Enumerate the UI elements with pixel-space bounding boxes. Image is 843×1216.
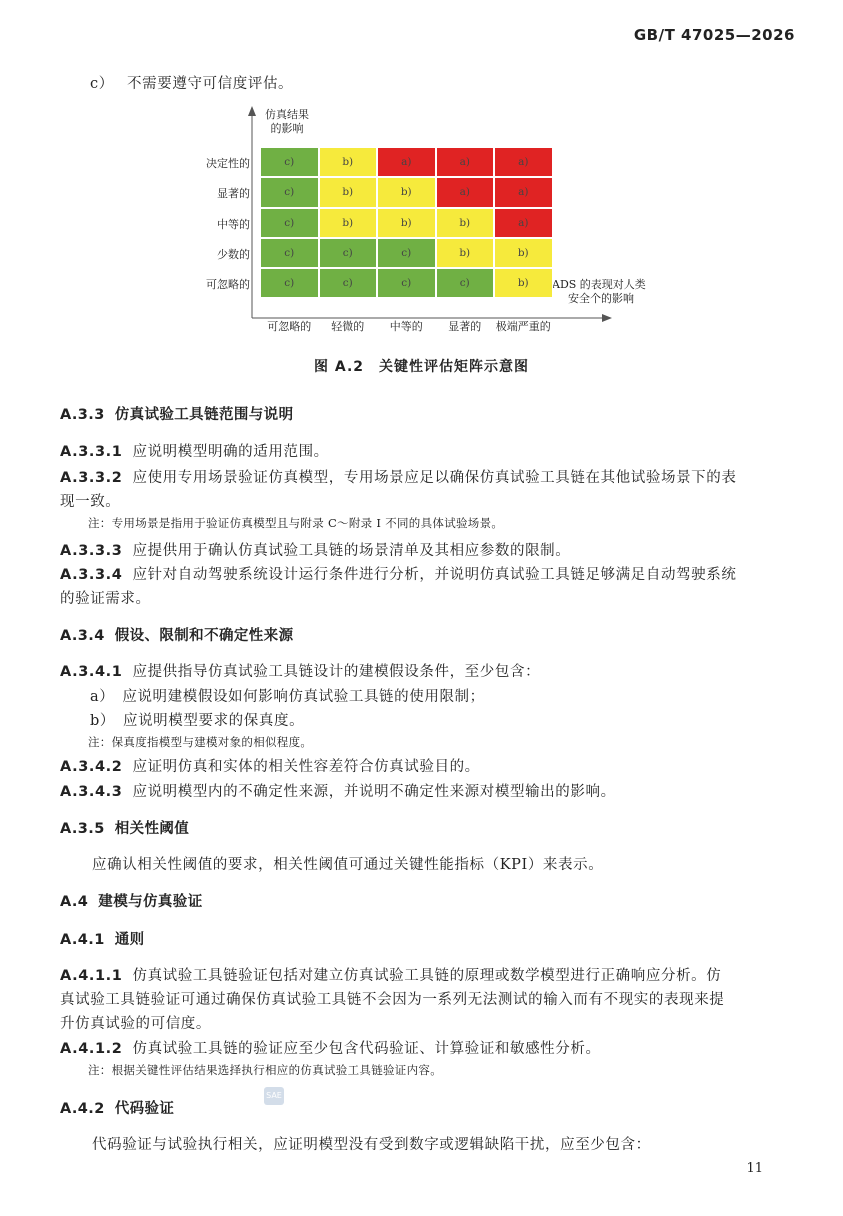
matrix-cell: b) <box>377 177 436 207</box>
matrix-cell: b) <box>319 177 378 207</box>
clause-a3341: A.3.4.1 应提供指导仿真试验工具链设计的建模假设条件，至少包含： <box>60 664 541 680</box>
column-label: 极端严重的 <box>495 320 551 333</box>
matrix-cell: c) <box>377 238 436 268</box>
clause-a3343: A.3.4.3 应说明模型内的不确定性来源，并说明不确定性来源对模型输出的影响。 <box>60 784 616 800</box>
clause-a3333: A.3.3.3 应提供用于确认仿真试验工具链的场景清单及其相应参数的限制。 <box>60 543 571 559</box>
section-a42-heading: A.4.2 代码验证 <box>60 1101 175 1117</box>
clause-a411: A.4.1.1 仿真试验工具链验证包括对建立仿真试验工具链的原理或数学模型进行正确响应分析。仿 <box>60 968 722 984</box>
column-label: 中等的 <box>389 320 423 333</box>
list-text: 不需要遵守可信度评估。 <box>127 76 294 92</box>
y-axis-title <box>265 108 309 136</box>
matrix-cell: b) <box>436 238 495 268</box>
section-a33-heading: A.3.3 仿真试验工具链范围与说明 <box>60 407 294 423</box>
matrix-cell: b) <box>436 208 495 238</box>
x-axis-title-line: 安全个的影响 <box>568 292 634 305</box>
matrix-cell: a) <box>436 177 495 207</box>
matrix-cell: a) <box>494 147 553 177</box>
column-label: 显著的 <box>448 320 482 333</box>
watermark-logo: SAE <box>264 1087 284 1105</box>
matrix-cell: c) <box>377 268 436 298</box>
matrix-cell: a) <box>494 208 553 238</box>
figure-caption: 图 A.2 关键性评估矩阵示意图 <box>313 359 530 375</box>
matrix-cell: c) <box>260 238 319 268</box>
matrix-cell: c) <box>319 238 378 268</box>
note: 注：根据关键性评估结果选择执行相应的仿真试验工具链验证内容。 <box>88 1063 442 1077</box>
y-axis-title-line: 的影响 <box>270 122 304 135</box>
matrix-cell: a) <box>494 177 553 207</box>
matrix-cell: a) <box>436 147 495 177</box>
clause-a3334: A.3.3.4 应针对自动驾驶系统设计运行条件进行分析，并说明仿真试验工具链足够满足自动驾驶系统 <box>60 567 737 583</box>
matrix-cell: b) <box>319 147 378 177</box>
list-item-a: a） 应说明建模假设如何影响仿真试验工具链的使用限制； <box>90 689 485 705</box>
paragraph-a335: 应确认相关性阈值的要求，相关性阈值可通过关键性能指标（KPI）来表示。 <box>92 857 604 873</box>
matrix-cell: a) <box>377 147 436 177</box>
paragraph-a42: 代码验证与试验执行相关，应证明模型没有受到数字或逻辑缺陷干扰，应至少包含： <box>92 1137 651 1153</box>
column-label: 可忽略的 <box>267 320 312 333</box>
criticality-matrix-figure <box>0 0 843 350</box>
matrix-cell: c) <box>260 177 319 207</box>
column-label: 轻微的 <box>331 320 365 333</box>
x-axis-arrow <box>602 314 612 322</box>
standard-number: GB/T 47025—2026 <box>633 26 795 44</box>
clause-a411-cont: 真试验工具链验证可通过确保仿真试验工具链不会因为一系列无法测试的输入而有不现实的表现来提 <box>60 992 725 1008</box>
row-label: 决定性的 <box>206 157 250 170</box>
clause-a3332-cont: 现一致。 <box>60 494 121 510</box>
matrix-cell: b) <box>494 268 553 298</box>
note: 注：保真度指模型与建模对象的相似程度。 <box>88 735 313 749</box>
list-marker: c） <box>90 76 114 92</box>
matrix-cell: b) <box>377 208 436 238</box>
row-label: 中等的 <box>217 217 250 231</box>
note: 注：专用场景是指用于验证仿真模型且与附录 C～附录 I 不同的具体试验场景。 <box>88 516 504 530</box>
matrix-cell: b) <box>494 238 553 268</box>
matrix-cell: c) <box>260 268 319 298</box>
matrix-cell: b) <box>319 208 378 238</box>
list-item-b: b） 应说明模型要求的保真度。 <box>90 713 305 729</box>
clause-a3332: A.3.3.2 应使用专用场景验证仿真模型，专用场景应足以确保仿真试验工具链在其他试验场景下的表 <box>60 470 737 486</box>
clause-a412: A.4.1.2 仿真试验工具链的验证应至少包含代码验证、计算验证和敏感性分析。 <box>60 1041 601 1057</box>
matrix-cell: c) <box>260 147 319 177</box>
matrix-cell: c) <box>436 268 495 298</box>
section-a4-heading: A.4 建模与仿真验证 <box>60 894 203 910</box>
section-a41-heading: A.4.1 通则 <box>60 932 145 948</box>
clause-a3334-cont: 的验证需求。 <box>60 591 151 607</box>
section-a334-heading: A.3.4 假设、限制和不确定性来源 <box>60 628 294 644</box>
clause-a3342: A.3.4.2 应证明仿真和实体的相关性容差符合仿真试验目的。 <box>60 759 480 775</box>
clause-a411-cont: 升仿真试验的可信度。 <box>60 1016 211 1032</box>
row-label: 显著的 <box>217 187 250 201</box>
page-number: 11 <box>746 1161 763 1176</box>
x-axis-title-line: ADS 的表现对人类 <box>552 278 646 291</box>
x-axis-title <box>552 278 646 306</box>
row-label: 少数的 <box>217 247 250 261</box>
y-axis-arrow <box>248 106 256 116</box>
matrix-cell: c) <box>260 208 319 238</box>
section-a335-heading: A.3.5 相关性阈值 <box>60 821 190 837</box>
clause-a3331: A.3.3.1 应说明模型明确的适用范围。 <box>60 444 329 460</box>
y-axis-title-line: 仿真结果 <box>265 108 309 121</box>
row-label: 可忽略的 <box>206 278 250 292</box>
matrix-cell: c) <box>319 268 378 298</box>
